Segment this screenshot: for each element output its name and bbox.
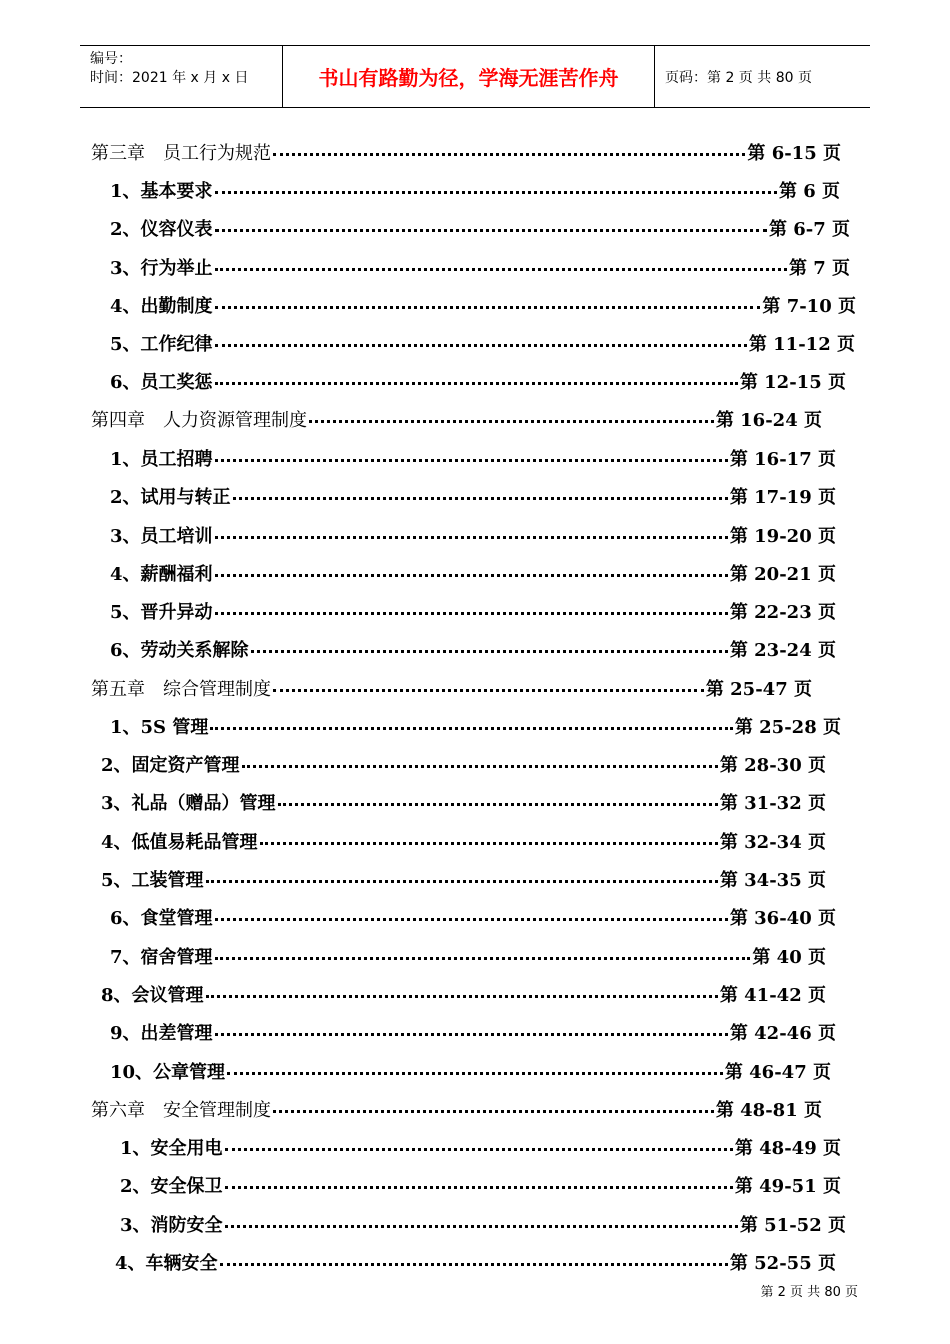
toc-section[interactable] — [110, 598, 836, 624]
toc-label: 5、工作纪律 — [110, 334, 213, 355]
toc-leader — [309, 420, 714, 423]
toc-page: 第 7-10 页 — [762, 296, 856, 317]
toc-label: 3、员工培训 — [110, 526, 213, 547]
toc-section[interactable] — [110, 177, 840, 203]
toc-leader — [273, 1110, 714, 1113]
toc-leader — [215, 268, 787, 271]
toc-page: 第 25-28 页 — [734, 717, 841, 738]
toc-section[interactable] — [101, 866, 826, 892]
toc-section[interactable] — [110, 636, 836, 662]
toc-chapter[interactable] — [91, 1096, 822, 1122]
toc-leader — [215, 344, 747, 347]
toc-label: 1、基本要求 — [110, 181, 213, 202]
toc-label: 4、薪酬福利 — [110, 564, 213, 585]
toc-section[interactable] — [110, 368, 846, 394]
toc-page: 第 48-49 页 — [734, 1138, 841, 1159]
toc-page: 第 41-42 页 — [719, 985, 826, 1006]
toc-leader — [227, 1072, 723, 1075]
toc-section[interactable] — [120, 1134, 841, 1160]
toc-page: 第 40 页 — [752, 947, 826, 968]
toc-label: 2、安全保卫 — [120, 1176, 223, 1197]
toc-section[interactable] — [110, 904, 836, 930]
toc-label: 第四章 人力资源管理制度 — [91, 410, 307, 431]
document-date: 时间：2021 年 x 月 x 日 — [90, 70, 249, 86]
toc-page: 第 17-19 页 — [729, 487, 836, 508]
toc-page: 第 31-32 页 — [719, 793, 826, 814]
toc-leader — [215, 957, 751, 960]
toc-label: 2、仪容仪表 — [110, 219, 213, 240]
toc-label: 5、工装管理 — [101, 870, 204, 891]
toc-section[interactable] — [120, 1172, 841, 1198]
toc-leader — [215, 536, 728, 539]
toc-page: 第 11-12 页 — [748, 334, 855, 355]
toc-leader — [220, 1263, 728, 1266]
page-footer-page-info: 第 2 页 共 80 页 — [760, 1285, 858, 1300]
toc-section[interactable] — [101, 828, 826, 854]
toc-label: 3、消防安全 — [120, 1215, 223, 1236]
toc-section[interactable] — [101, 981, 826, 1007]
toc-page: 第 16-17 页 — [729, 449, 836, 470]
toc-leader — [210, 727, 733, 730]
toc-page: 第 12-15 页 — [739, 372, 846, 393]
toc-leader — [215, 191, 777, 194]
toc-section[interactable] — [110, 1058, 831, 1084]
header-motto: 书山有路勤为径，学海无涯苦作舟 — [282, 46, 655, 107]
toc-page: 第 19-20 页 — [729, 526, 836, 547]
toc-section[interactable] — [110, 1019, 836, 1045]
toc-leader — [260, 842, 718, 845]
toc-page: 第 6-7 页 — [768, 219, 850, 240]
toc-page: 第 46-47 页 — [724, 1062, 831, 1083]
toc-page: 第 51-52 页 — [739, 1215, 846, 1236]
toc-page: 第 20-21 页 — [729, 564, 836, 585]
toc-leader — [215, 918, 728, 921]
toc-leader — [215, 459, 728, 462]
toc-page: 第 34-35 页 — [719, 870, 826, 891]
toc-chapter[interactable] — [91, 139, 841, 165]
toc-page: 第 25-47 页 — [705, 679, 812, 700]
toc-section[interactable] — [110, 445, 836, 471]
toc-label: 1、员工招聘 — [110, 449, 213, 470]
toc-page: 第 23-24 页 — [729, 640, 836, 661]
toc-label: 2、试用与转正 — [110, 487, 231, 508]
toc-label: 7、宿舍管理 — [110, 947, 213, 968]
toc-section[interactable] — [110, 713, 841, 739]
toc-leader — [215, 1033, 728, 1036]
toc-section[interactable] — [110, 943, 826, 969]
toc-label: 3、行为举止 — [110, 258, 213, 279]
toc-section[interactable] — [120, 1211, 846, 1237]
toc-label: 6、员工奖惩 — [110, 372, 213, 393]
toc-page: 第 52-55 页 — [729, 1253, 836, 1274]
toc-label: 10、公章管理 — [110, 1062, 226, 1083]
toc-section[interactable] — [101, 751, 826, 777]
toc-label: 6、食堂管理 — [110, 908, 213, 929]
toc-leader — [233, 497, 728, 500]
toc-page: 第 7 页 — [788, 258, 850, 279]
toc-page: 第 22-23 页 — [729, 602, 836, 623]
toc-chapter[interactable] — [91, 406, 822, 432]
toc-label: 3、礼品（赠品）管理 — [101, 793, 276, 814]
toc-label: 5、晋升异动 — [110, 602, 213, 623]
toc-label: 4、出勤制度 — [110, 296, 213, 317]
toc-page: 第 16-24 页 — [715, 410, 822, 431]
toc-section[interactable] — [101, 789, 826, 815]
toc-page: 第 32-34 页 — [719, 832, 826, 853]
toc-leader — [206, 995, 718, 998]
toc-section[interactable] — [110, 560, 836, 586]
toc-section[interactable] — [115, 1249, 836, 1275]
toc-section[interactable] — [110, 254, 850, 280]
toc-page: 第 28-30 页 — [719, 755, 826, 776]
toc-page: 第 49-51 页 — [734, 1176, 841, 1197]
toc-leader — [215, 306, 761, 309]
toc-label: 1、安全用电 — [120, 1138, 223, 1159]
toc-label: 1、5S 管理 — [110, 717, 209, 738]
toc-leader — [225, 1225, 738, 1228]
toc-leader — [215, 574, 728, 577]
toc-leader — [242, 765, 718, 768]
toc-page: 第 6 页 — [778, 181, 840, 202]
toc-leader — [273, 689, 704, 692]
toc-leader — [251, 650, 728, 653]
toc-leader — [225, 1186, 733, 1189]
toc-label: 第六章 安全管理制度 — [91, 1100, 271, 1121]
toc-leader — [206, 880, 718, 883]
header-page-info: 页码：第 2 页 共 80 页 — [665, 69, 812, 86]
toc-leader — [225, 1148, 733, 1151]
toc-leader — [215, 382, 738, 385]
toc-label: 2、固定资产管理 — [101, 755, 240, 776]
toc-label: 4、低值易耗品管理 — [101, 832, 258, 853]
toc-label: 第三章 员工行为规范 — [91, 143, 271, 164]
document-number-label: 编号： — [90, 51, 132, 67]
toc-chapter[interactable] — [91, 675, 812, 701]
toc-leader — [215, 229, 767, 232]
toc-section[interactable] — [110, 292, 856, 318]
toc-page: 第 48-81 页 — [715, 1100, 822, 1121]
toc-page: 第 42-46 页 — [729, 1023, 836, 1044]
toc-label: 4、车辆安全 — [115, 1253, 218, 1274]
toc-label: 9、出差管理 — [110, 1023, 213, 1044]
toc-label: 8、会议管理 — [101, 985, 204, 1006]
toc-label: 6、劳动关系解除 — [110, 640, 249, 661]
toc-section[interactable] — [110, 330, 855, 356]
toc-leader — [215, 612, 728, 615]
toc-section[interactable] — [110, 215, 850, 241]
toc-page: 第 36-40 页 — [729, 908, 836, 929]
toc-leader — [278, 803, 718, 806]
toc-label: 第五章 综合管理制度 — [91, 679, 271, 700]
toc-page: 第 6-15 页 — [747, 143, 841, 164]
toc-leader — [273, 153, 745, 156]
toc-section[interactable] — [110, 522, 836, 548]
toc-section[interactable] — [110, 483, 836, 509]
